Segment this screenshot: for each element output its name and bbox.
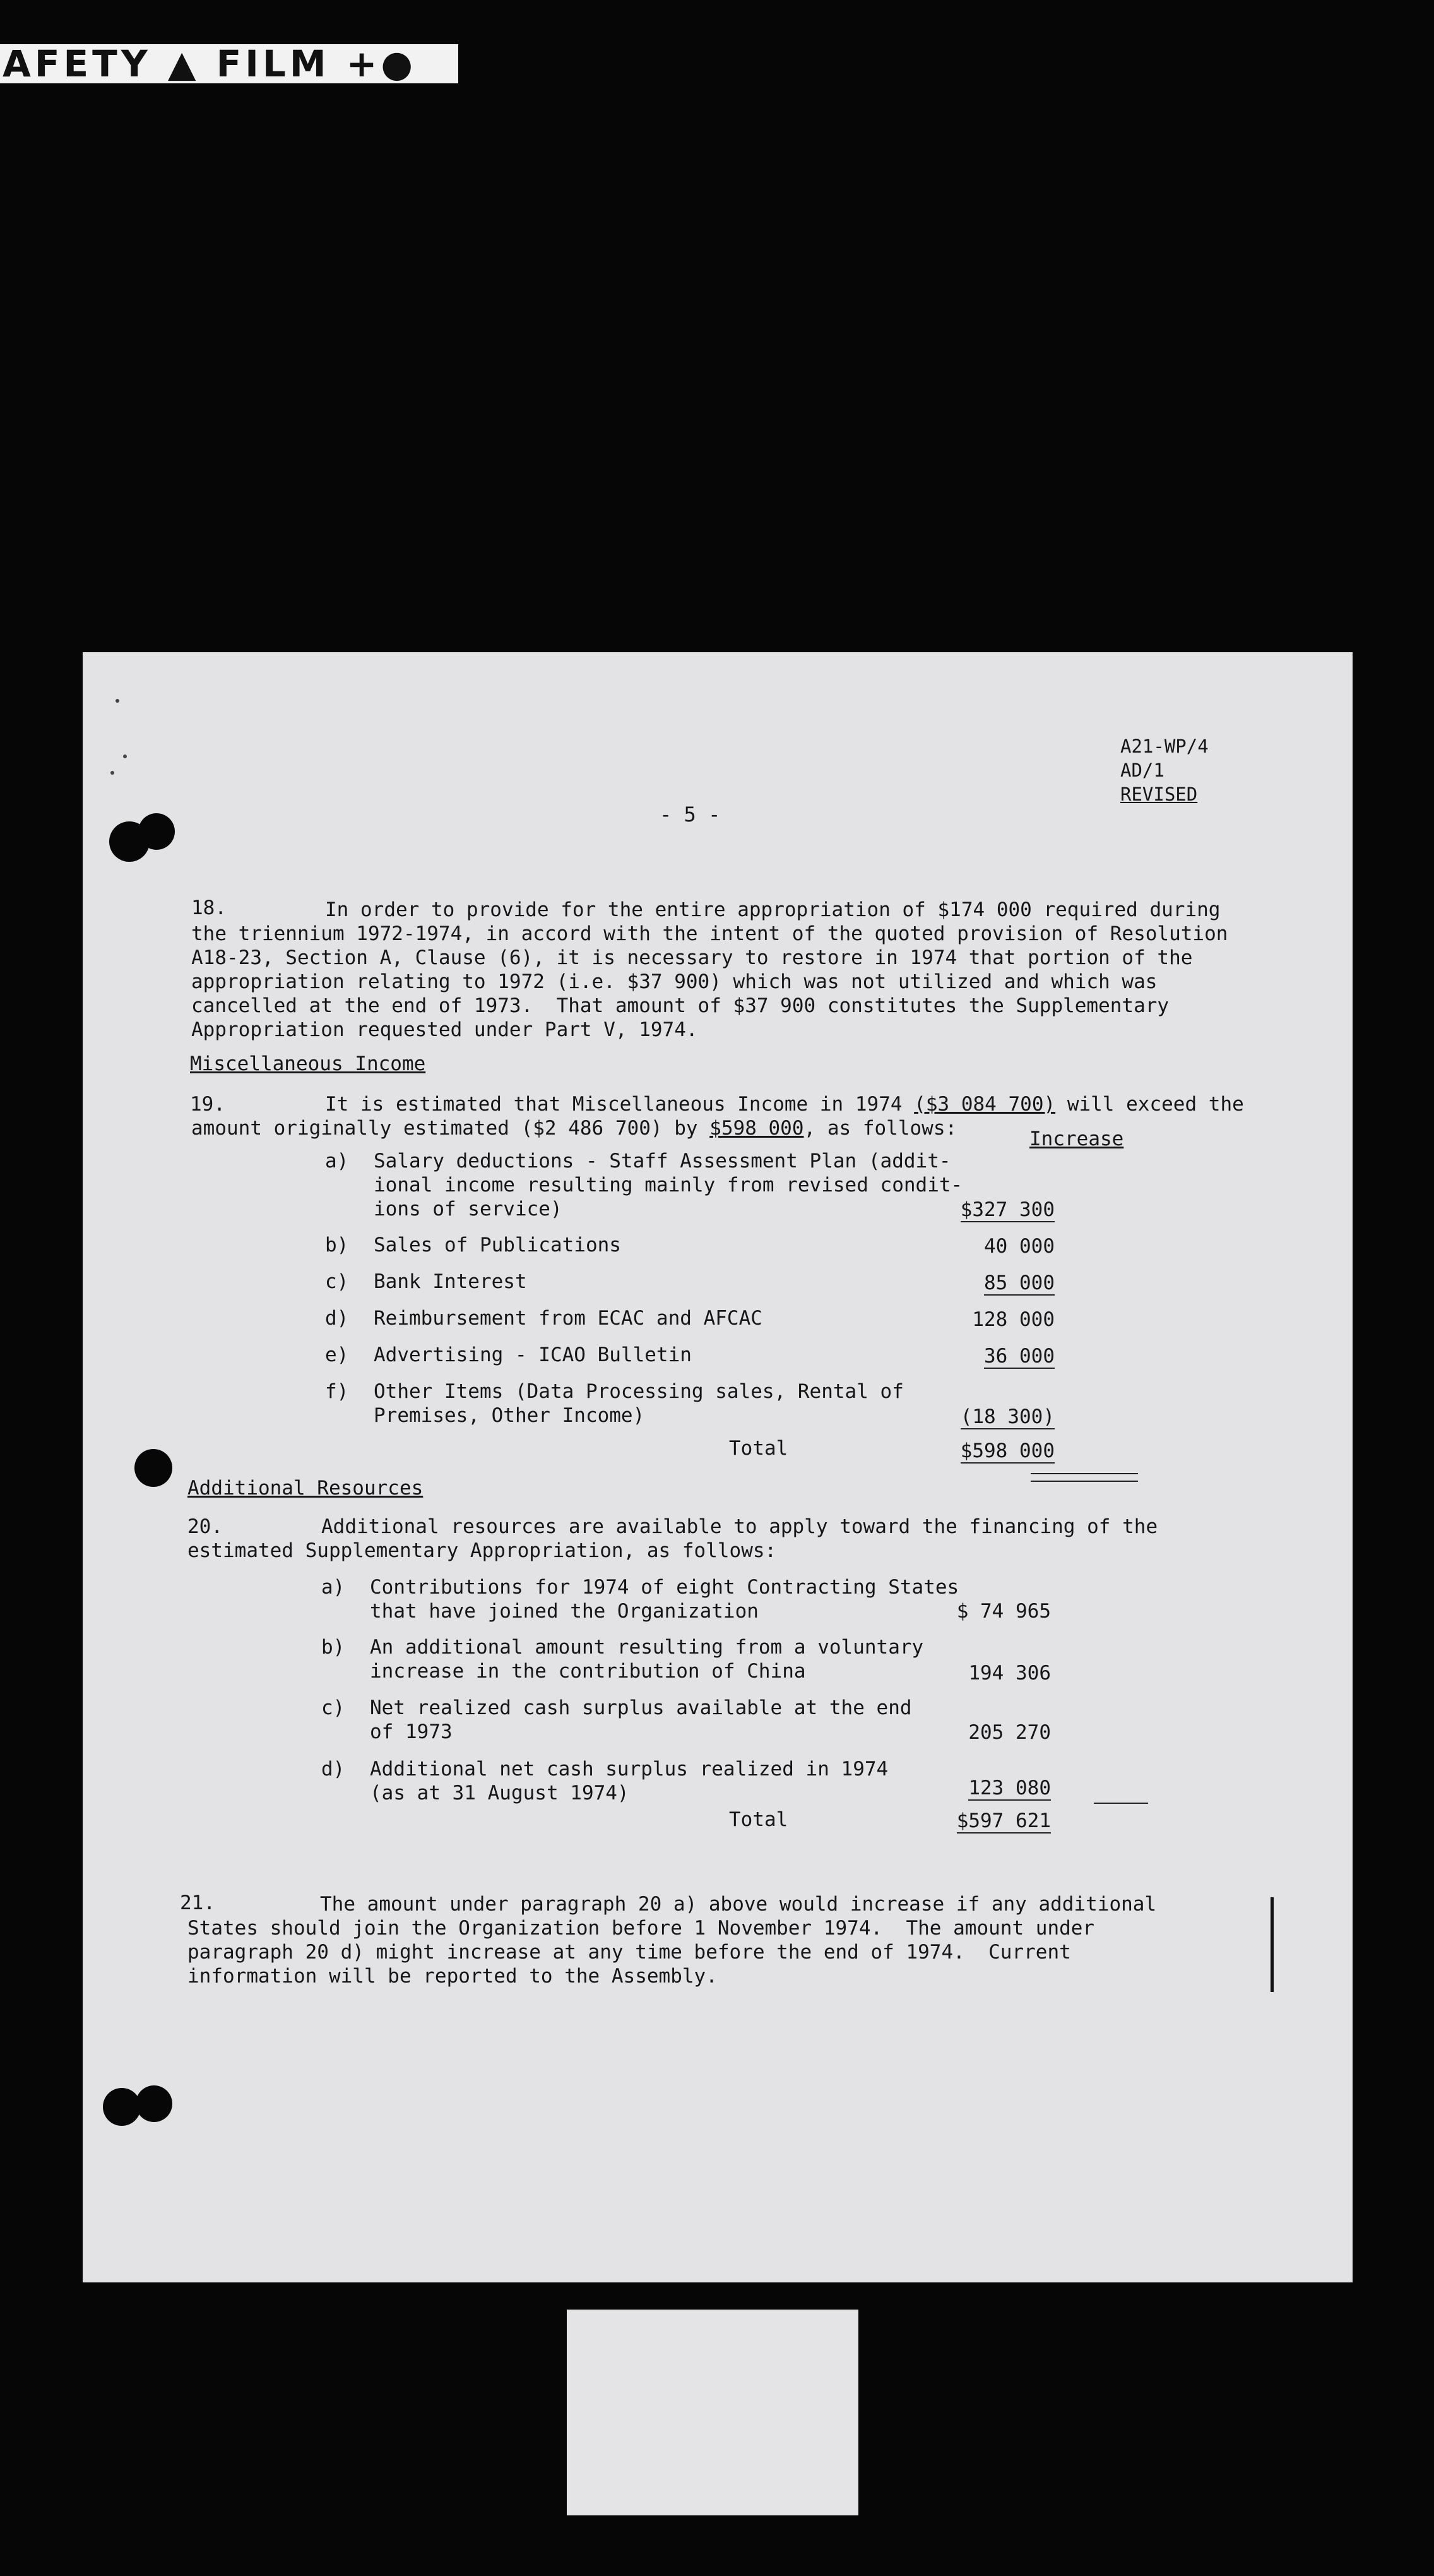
item-description: of 1973 (370, 1720, 453, 1743)
item-description: ional income resulting mainly from revised condit- (374, 1174, 963, 1196)
document-reference (1120, 734, 1209, 806)
text-run: It is estimated that Miscellaneous Income in 1974 (325, 1093, 915, 1116)
item-amount (903, 1234, 1055, 1258)
item-amount (903, 1405, 1055, 1429)
para-number: 21. (180, 1892, 215, 1914)
page-number: - 5 - (660, 802, 721, 826)
item-amount (903, 1271, 1055, 1295)
speck (123, 754, 127, 758)
para-number: 18. (191, 897, 227, 919)
item-description: (as at 31 August 1974) (370, 1782, 629, 1804)
amount-value: 128 000 (972, 1308, 1055, 1331)
text-run: $598 000 (709, 1117, 804, 1140)
total-amount (899, 1809, 1051, 1833)
item-label: e) (325, 1344, 349, 1366)
item-label: b) (321, 1636, 345, 1659)
item-description: Other Items (Data Processing sales, Rental of (374, 1380, 904, 1403)
ref-revised: REVISED (1120, 784, 1198, 805)
para-line (191, 1116, 957, 1140)
blank-slip (567, 2310, 858, 2515)
punch-hole (138, 813, 175, 850)
para-number: 19. (190, 1093, 225, 1116)
item-description: Net realized cash surplus available at the end (370, 1696, 912, 1719)
total-label: Total (729, 1808, 788, 1831)
film-edge-label: AFETY ▲ FILM +● (0, 44, 458, 83)
para-number: 20. (187, 1515, 223, 1538)
item-description: Reimbursement from ECAC and AFCAC (374, 1307, 762, 1330)
para-line (325, 1092, 1244, 1116)
amount-value: $597 621 (956, 1810, 1051, 1832)
section-heading: Additional Resources (187, 1477, 424, 1500)
amount-value: 40 000 (984, 1235, 1055, 1258)
item-description: Additional net cash surplus realized in 1974 (370, 1758, 889, 1780)
item-amount (903, 1198, 1055, 1222)
amount-value: (18 300) (960, 1405, 1055, 1428)
item-label: a) (321, 1576, 345, 1599)
item-description: increase in the contribution of China (370, 1660, 806, 1683)
speck (116, 699, 119, 703)
para-line: cancelled at the end of 1973. That amount of $37 900 constitutes the Supplementary (191, 994, 1170, 1017)
text-run: ($3 084 700) (914, 1093, 1056, 1116)
item-description: ions of service) (374, 1198, 562, 1220)
para-line: A18-23, Section A, Clause (6), it is necessary to restore in 1974 that portion of the (191, 946, 1193, 969)
item-label: a) (325, 1150, 349, 1172)
column-header-increase: Increase (1029, 1128, 1124, 1150)
amount-value: 205 270 (968, 1721, 1051, 1744)
total-amount (903, 1439, 1055, 1463)
item-amount (899, 1776, 1051, 1800)
amount-value: 194 306 (968, 1662, 1051, 1685)
item-amount (899, 1661, 1051, 1685)
amount-value: $ 74 965 (956, 1600, 1051, 1623)
item-amount (899, 1599, 1051, 1623)
item-label: b) (325, 1234, 349, 1256)
item-description: Bank Interest (374, 1270, 527, 1293)
section-heading: Miscellaneous Income (190, 1052, 426, 1075)
punch-hole (134, 1449, 172, 1487)
double-underline (1094, 1803, 1148, 1806)
text-run: will exceed the (1055, 1093, 1244, 1116)
punch-hole (103, 2088, 141, 2126)
para-line: appropriation relating to 1972 (i.e. $37 900) which was not utilized and which was (191, 970, 1158, 993)
item-amount (903, 1344, 1055, 1368)
para-line: paragraph 20 d) might increase at any time before the end of 1974. Current (187, 1941, 1071, 1964)
para-line: States should join the Organization before 1 November 1974. The amount under (187, 1917, 1095, 1940)
double-underline (1031, 1473, 1138, 1482)
para-line: In order to provide for the entire appropriation of $174 000 required during (325, 898, 1221, 921)
item-description: that have joined the Organization (370, 1600, 759, 1623)
item-label: c) (321, 1696, 345, 1719)
ref-line: A21-WP/4 (1120, 736, 1209, 757)
item-amount (903, 1308, 1055, 1332)
total-label: Total (729, 1437, 788, 1460)
para-line: the triennium 1972-1974, in accord with the intent of the quoted provision of Resolution (191, 922, 1228, 945)
para-line: information will be reported to the Assembly. (187, 1965, 718, 1988)
item-description: Salary deductions - Staff Assessment Plan (addit- (374, 1150, 951, 1172)
punch-hole (136, 2085, 172, 2122)
item-amount (899, 1720, 1051, 1744)
item-description: Advertising - ICAO Bulletin (374, 1344, 692, 1366)
text-run: , as follows: (803, 1117, 957, 1140)
item-label: d) (325, 1307, 349, 1330)
item-label: c) (325, 1270, 349, 1293)
item-description: Premises, Other Income) (374, 1404, 645, 1427)
document-page (83, 652, 1353, 2282)
amount-value: 85 000 (984, 1272, 1055, 1294)
item-description: An additional amount resulting from a voluntary (370, 1636, 924, 1659)
item-label: d) (321, 1758, 345, 1780)
revision-sidebar-line (1271, 1897, 1274, 1992)
item-label: f) (325, 1380, 349, 1403)
item-description: Sales of Publications (374, 1234, 621, 1256)
amount-value: $327 300 (960, 1198, 1055, 1221)
para-line: Appropriation requested under Part V, 1974. (191, 1018, 698, 1041)
text-run: amount originally estimated ($2 486 700) by (191, 1117, 710, 1140)
speck (110, 771, 114, 775)
amount-value: $598 000 (960, 1440, 1055, 1462)
amount-value: 36 000 (984, 1345, 1055, 1368)
para-line: estimated Supplementary Appropriation, as follows: (187, 1539, 777, 1562)
item-description: Contributions for 1974 of eight Contracting States (370, 1576, 959, 1599)
amount-value: 123 080 (968, 1777, 1051, 1799)
para-line: The amount under paragraph 20 a) above would increase if any additional (320, 1893, 1157, 1916)
para-line: Additional resources are available to apply toward the financing of the (321, 1515, 1158, 1538)
ref-line: AD/1 (1120, 760, 1164, 781)
